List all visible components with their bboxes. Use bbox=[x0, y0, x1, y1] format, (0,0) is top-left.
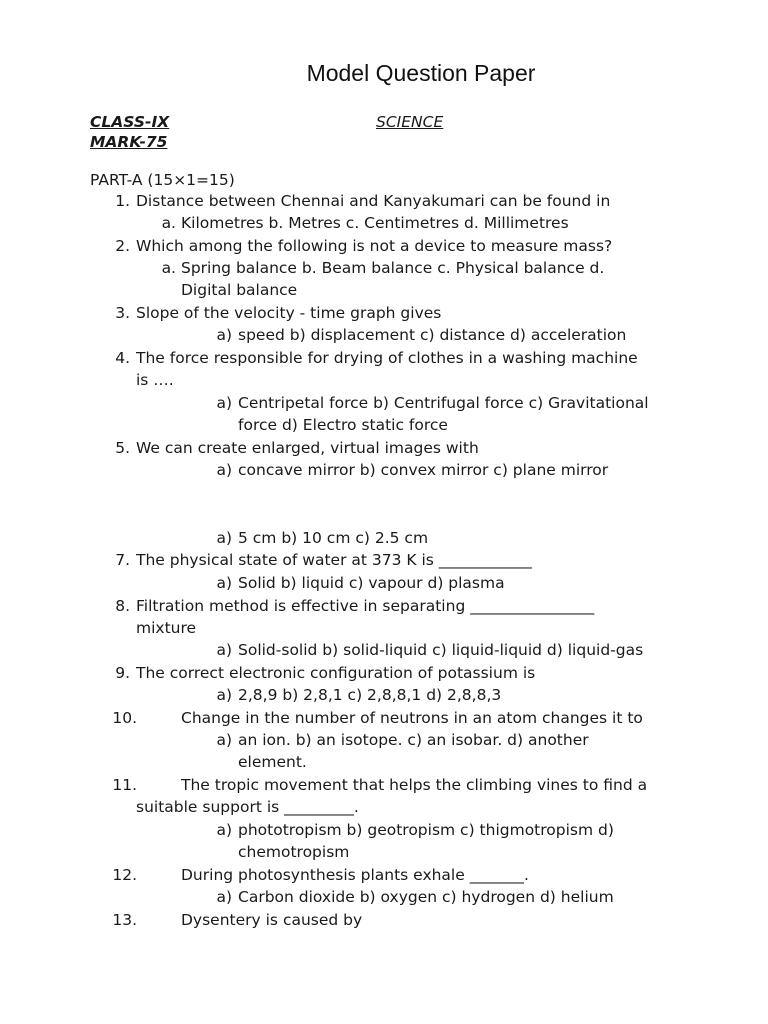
question-text: During photosynthesis plants exhale _______. bbox=[181, 866, 529, 884]
question-number: 12. bbox=[112, 866, 137, 884]
question-text: suitable support is _________. bbox=[136, 798, 359, 816]
option-marker: a) bbox=[216, 461, 232, 479]
option-marker: a) bbox=[216, 394, 232, 412]
question-text: Slope of the velocity - time graph gives bbox=[136, 304, 442, 322]
page-title: Model Question Paper bbox=[306, 60, 536, 86]
option-marker: a) bbox=[216, 574, 232, 592]
option-marker: a) bbox=[216, 326, 232, 344]
options-text: 5 cm b) 10 cm c) 2.5 cm bbox=[238, 529, 429, 547]
class-label: CLASS-IX bbox=[90, 113, 170, 131]
question-number: 3. bbox=[115, 304, 130, 322]
options-text: Digital balance bbox=[181, 281, 298, 299]
question-text: Dysentery is caused by bbox=[181, 911, 363, 929]
question-number: 13. bbox=[112, 911, 137, 929]
question-text: mixture bbox=[136, 619, 197, 637]
options-text: 2,8,9 b) 2,8,1 c) 2,8,8,1 d) 2,8,8,3 bbox=[238, 686, 502, 704]
options-text: Solid-solid b) solid-liquid c) liquid-liquid d) liquid-gas bbox=[238, 641, 644, 659]
options-text: force d) Electro static force bbox=[238, 416, 448, 434]
question-number: 8. bbox=[115, 597, 130, 615]
option-marker: a) bbox=[216, 888, 232, 906]
question-text: Which among the following is not a device to measure mass? bbox=[136, 237, 613, 255]
part-heading: PART-A (15×1=15) bbox=[90, 171, 235, 189]
options-text: an ion. b) an isotope. c) an isobar. d) another bbox=[238, 731, 589, 749]
option-marker: a) bbox=[216, 686, 232, 704]
question-number: 10. bbox=[112, 709, 137, 727]
options-text: concave mirror b) convex mirror c) plane mirror bbox=[238, 461, 609, 479]
question-number: 7. bbox=[115, 551, 130, 569]
option-marker: a) bbox=[216, 731, 232, 749]
question-number: 9. bbox=[115, 664, 130, 682]
options-text: Kilometres b. Metres c. Centimetres d. Millimetres bbox=[181, 214, 569, 232]
question-text: The physical state of water at 373 K is ____________ bbox=[136, 551, 532, 569]
option-marker: a) bbox=[216, 821, 232, 839]
question-text: The force responsible for drying of clothes in a washing machine bbox=[136, 349, 638, 367]
question-number: 4. bbox=[115, 349, 130, 367]
question-text: We can create enlarged, virtual images with bbox=[136, 439, 479, 457]
option-marker: a. bbox=[161, 214, 176, 232]
options-text: element. bbox=[238, 753, 307, 771]
mark-label: MARK-75 bbox=[90, 133, 168, 151]
question-text: Filtration method is effective in separating ________________ bbox=[136, 597, 595, 615]
option-marker: a) bbox=[216, 641, 232, 659]
question-text: is …. bbox=[136, 371, 174, 389]
question-text: The tropic movement that helps the climbing vines to find a bbox=[181, 776, 648, 794]
option-marker: a. bbox=[161, 259, 176, 277]
options-text: Centripetal force b) Centrifugal force c) Gravitational bbox=[238, 394, 649, 412]
question-number: 5. bbox=[115, 439, 130, 457]
question-text: Distance between Chennai and Kanyakumari can be found in bbox=[136, 192, 611, 210]
options-text: phototropism b) geotropism c) thigmotropism d) bbox=[238, 821, 614, 839]
options-text: Spring balance b. Beam balance c. Physical balance d. bbox=[181, 259, 605, 277]
question-number: 1. bbox=[115, 192, 130, 210]
question-text: Change in the number of neutrons in an atom changes it to bbox=[181, 709, 643, 727]
question-number: 11. bbox=[112, 776, 137, 794]
question-text: The correct electronic configuration of potassium is bbox=[136, 664, 536, 682]
options-text: Solid b) liquid c) vapour d) plasma bbox=[238, 574, 505, 592]
option-marker: a) bbox=[216, 529, 232, 547]
options-text: chemotropism bbox=[238, 843, 350, 861]
options-text: Carbon dioxide b) oxygen c) hydrogen d) helium bbox=[238, 888, 614, 906]
options-text: speed b) displacement c) distance d) acceleration bbox=[238, 326, 627, 344]
subject-label: SCIENCE bbox=[376, 113, 444, 131]
question-number: 2. bbox=[115, 237, 130, 255]
